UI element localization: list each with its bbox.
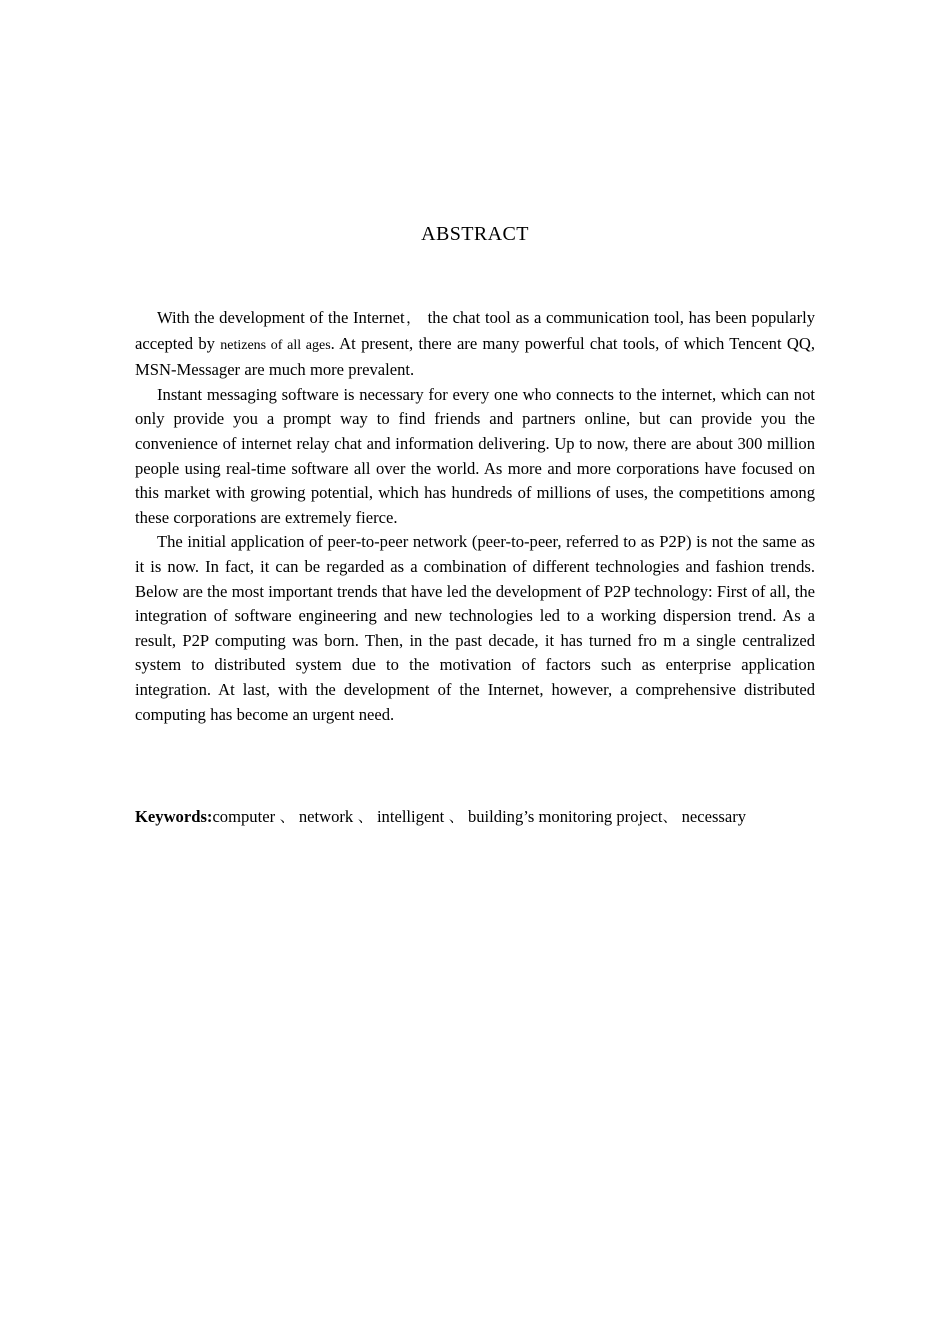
keyword-term: intelligent [376,807,445,827]
abstract-paragraph-2 [135,383,815,531]
keywords-section [135,727,815,831]
keyword-separator: 、 [275,810,299,827]
abstract-paragraph-3 [135,530,815,727]
keywords-terms [212,807,746,826]
paragraph-2-text: Instant messaging software is necessary for every one who connects to the internet, which can not only provide you a prompt way to find friends and partners online, but can provide you the convenience of internet relay chat and information delivering. Up to now, there are about 300 million people using real-time software all over the world. As more and more corporations have focused on this market with growing potential, which has hundreds of millions of uses, the competitions among these corporations are extremely fierce. [135,384,815,527]
keyword-separator: 、 [353,810,377,827]
keyword-separator: 、 [662,810,682,827]
keyword-separator: 、 [444,810,468,827]
keywords-line [135,805,815,831]
page-title: ABSTRACT [421,223,529,245]
abstract-paragraph-1 [135,306,815,383]
paragraph-1-small-run: netizens of all ages [220,337,331,353]
keyword-term: building’s monitoring project [467,807,663,827]
keyword-term: necessary [681,807,747,827]
paragraph-3-text: The initial application of peer-to-peer network (peer-to-peer, referred to as P2P) is not the same as it is now. In fact, it can be regarded as a combination of different technologies and fashion trends. Below are the most important trends that have led the development of P2P technology: First of all, the integration of software engineering and new technologies led to a working dispersion trend. As a result, P2P computing was born. Then, in the past decade, it has turned fro m a single centralized system to distributed system due to the motivation of factors such as enterprise application integration. At last, with the development of the Internet, however, a comprehensive distributed computing has become an urgent need. [135,532,815,724]
keyword-term: computer [212,807,276,827]
paragraph-1-run-5: . At present, there are many powerful chat tools, of which Tencent QQ, MSN-Messager are much more prevalent. [135,333,815,380]
paragraph-1-run-3: the chat tool as a communication tool, has been popularly accepted by [135,308,815,353]
keywords-label: Keywords: [135,807,213,827]
cjk-comma-punctuation: ， [405,311,421,327]
page-content-column [135,0,815,831]
abstract-body [135,246,815,727]
keyword-term: network [298,807,354,827]
paragraph-1-run-1: With the development of the Internet [157,308,405,327]
